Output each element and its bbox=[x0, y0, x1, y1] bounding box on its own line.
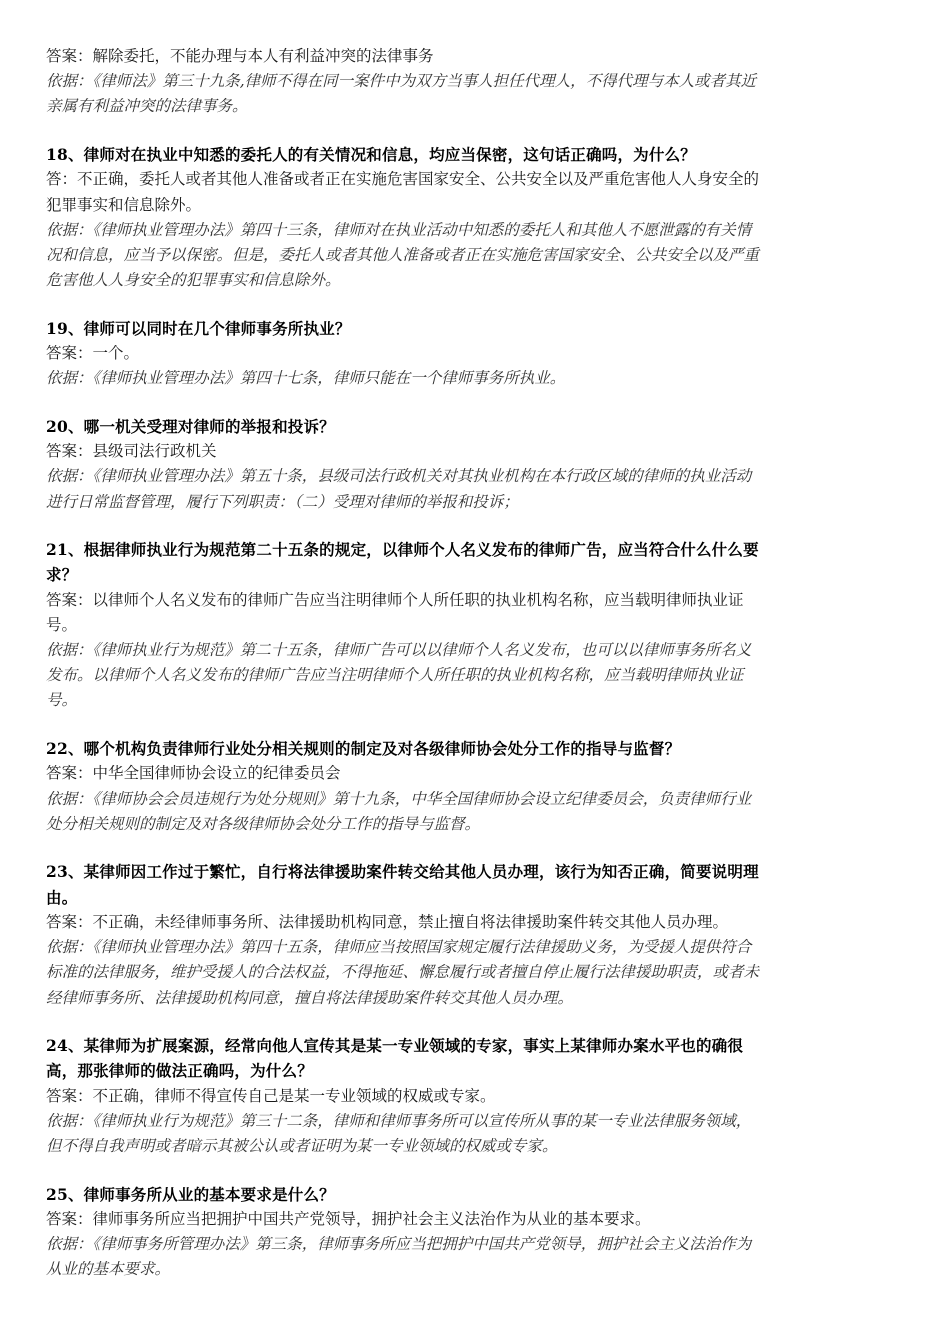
basis-line: 依据：《律师协会会员违规行为处分规则》第十九条，中华全国律师协会设立纪律委员会，负责律师行业 bbox=[46, 789, 752, 808]
basis-line: 依据：《律师法》第三十九条,律师不得在同一案件中为双方当事人担任代理人，不得代理与本人或者其近 bbox=[46, 72, 757, 91]
answer-line: 答案：不正确，未经律师事务所、法律援助机构同意，禁止擅自将法律援助案件转交其他人员办理。 bbox=[46, 912, 729, 931]
basis-line: 处分相关规则的制定及对各级律师协会处分工作的指导与监督。 bbox=[46, 814, 481, 833]
answer-line: 答案：不正确，律师不得宣传自己是某一专业领域的权威或专家。 bbox=[46, 1086, 496, 1105]
spacer bbox=[46, 1011, 930, 1034]
question-line: 21、根据律师执业行为规范第二十五条的规定，以律师个人名义发布的律师广告，应当符合什么什么要 bbox=[46, 540, 759, 560]
basis-line: 依据：《律师执业管理办法》第四十七条，律师只能在一个律师事务所执业。 bbox=[46, 369, 566, 388]
qa-block-17-tail bbox=[46, 44, 930, 120]
answer-line: 犯罪事实和信息除外。 bbox=[46, 195, 202, 214]
qa-block-22 bbox=[46, 736, 930, 837]
basis-line: 但不得自我声明或者暗示其被公认或者证明为某一专业领域的权威或专家。 bbox=[46, 1137, 558, 1156]
basis-line: 依据：《律师执业行为规范》第三十二条，律师和律师事务所可以宣传所从事的某一专业法律服务领域， bbox=[46, 1111, 752, 1130]
spacer bbox=[46, 120, 930, 143]
answer-line: 答案：解除委托，不能办理与本人有利益冲突的法律事务 bbox=[46, 47, 434, 65]
question-line: 19、律师可以同时在几个律师事务所执业？ bbox=[46, 318, 351, 338]
basis-line: 依据：《律师执业管理办法》第四十三条，律师对在执业活动中知悉的委托人和其他人不愿泄露的有关情 bbox=[46, 220, 752, 239]
basis-line: 标准的法律服务，维护受援人的合法权益，不得拖延、懈怠履行或者擅自停止履行法律援助职责，或者未 bbox=[46, 963, 760, 982]
spacer bbox=[46, 391, 930, 414]
answer-line: 答案：以律师个人名义发布的律师广告应当注明律师个人所任职的执业机构名称，应当载明律师执业证 bbox=[46, 590, 744, 609]
spacer bbox=[46, 293, 930, 316]
basis-line: 依据：《律师执业管理办法》第四十五条，律师应当按照国家规定履行法律援助义务，为受援人提供符合 bbox=[46, 938, 752, 957]
qa-block-24 bbox=[46, 1033, 930, 1159]
answer-line: 答案：一个。 bbox=[46, 344, 140, 363]
question-line: 求？ bbox=[46, 565, 78, 585]
question-line: 24、某律师为扩展案源，经常向他人宣传其是某一专业领域的专家，事实上某律师办案水平也的确很 bbox=[46, 1036, 744, 1056]
spacer bbox=[46, 714, 930, 737]
basis-line: 依据：《律师事务所管理办法》第三条，律师事务所应当把拥护中国共产党领导，拥护社会主义法治作为 bbox=[46, 1235, 752, 1254]
qa-block-23 bbox=[46, 859, 930, 1010]
basis-line: 号。 bbox=[46, 691, 78, 710]
spacer bbox=[46, 1159, 930, 1182]
spacer bbox=[46, 515, 930, 538]
question-line: 25、律师事务所从业的基本要求是什么？ bbox=[46, 1184, 335, 1204]
basis-line: 经律师事务所、法律援助机构同意，擅自将法律援助案件转交其他人员办理。 bbox=[46, 988, 574, 1007]
answer-line: 号。 bbox=[46, 615, 78, 634]
qa-block-18 bbox=[46, 142, 930, 293]
basis-line: 依据：《律师执业行为规范》第二十五条，律师广告可以以律师个人名义发布，也可以以律师事务所名义 bbox=[46, 641, 752, 660]
basis-line: 进行日常监督管理，履行下列职责：（二）受理对律师的举报和投诉； bbox=[46, 492, 519, 511]
answer-line: 答案：中华全国律师协会设立的纪律委员会 bbox=[46, 764, 341, 783]
question-line: 高，那张律师的做法正确吗，为什么？ bbox=[46, 1061, 313, 1081]
basis-line: 亲属有利益冲突的法律事务。 bbox=[46, 97, 248, 116]
basis-line: 依据：《律师执业管理办法》第五十条，县级司法行政机关对其执业机构在本行政区域的律师的执业活动 bbox=[46, 467, 752, 486]
answer-line: 答案：县级司法行政机关 bbox=[46, 442, 217, 461]
qa-block-19 bbox=[46, 316, 930, 392]
question-line: 23、某律师因工作过于繁忙，自行将法律援助案件转交给其他人员办理，该行为知否正确，简要说明理 bbox=[46, 862, 759, 882]
question-line: 22、哪个机构负责律师行业处分相关规则的制定及对各级律师协会处分工作的指导与监督？ bbox=[46, 739, 681, 759]
basis-line: 危害他人人身安全的犯罪事实和信息除外。 bbox=[46, 271, 341, 290]
question-line: 由。 bbox=[46, 887, 78, 907]
document-page bbox=[46, 0, 930, 1283]
question-line: 18、律师对在执业中知悉的委托人的有关情况和信息，均应当保密，这句话正确吗，为什么？ bbox=[46, 145, 696, 165]
basis-line: 从业的基本要求。 bbox=[46, 1260, 171, 1279]
basis-line: 发布。以律师个人名义发布的律师广告应当注明律师个人所任职的执业机构名称，应当载明律师执业证 bbox=[46, 666, 744, 685]
spacer bbox=[46, 837, 930, 860]
answer-line: 答：不正确，委托人或者其他人准备或者正在实施危害国家安全、公共安全以及严重危害他人人身安全的 bbox=[46, 170, 760, 189]
qa-block-20 bbox=[46, 414, 930, 515]
basis-line: 况和信息，应当予以保密。但是，委托人或者其他人准备或者正在实施危害国家安全、公共安全以及严重 bbox=[46, 245, 760, 264]
question-line: 20、哪一机关受理对律师的举报和投诉？ bbox=[46, 416, 335, 436]
qa-block-21 bbox=[46, 537, 930, 713]
answer-line: 答案：律师事务所应当把拥护中国共产党领导，拥护社会主义法治作为从业的基本要求。 bbox=[46, 1209, 651, 1228]
qa-block-25 bbox=[46, 1182, 930, 1283]
